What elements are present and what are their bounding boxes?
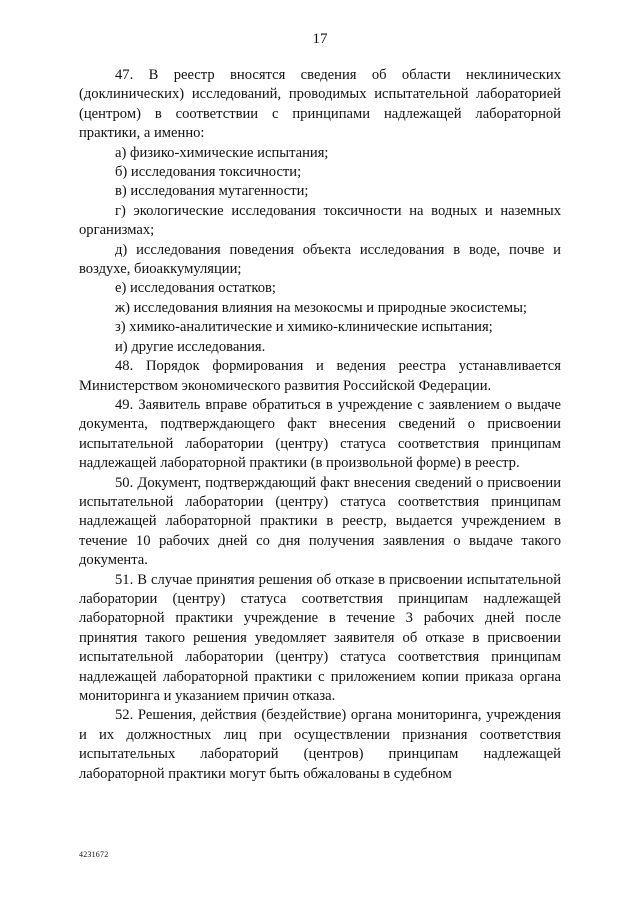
list-item-v: в) исследования мутагенности;: [115, 183, 309, 200]
paragraph-51: 51. В случае принятия решения об отказе в присвоении испытательной лаборатории (центру) статуса соответствия принципам надлежащей лабораторной практики учреждение в течение 3 рабочих дней после принятия такого решения уведомляет заявителя об отказе в присвоении испытательной лаборатории (центру) статуса соответствия принципам надлежащей лабораторной практики с приложением копии приказа органа мониторинга и указанием причин отказа.: [79, 571, 561, 704]
list-item-e: е) исследования остатков;: [115, 280, 276, 297]
list-item-z: з) химико-аналитические и химико-клинические испытания;: [115, 319, 493, 336]
list-item-i: и) другие исследования.: [115, 338, 266, 355]
document-body: [79, 66, 561, 784]
list-item-b: б) исследования токсичности;: [115, 164, 302, 181]
paragraph-47: 47. В реестр вносятся сведения об области неклинических (доклинических) исследований, проводимых испытательной лабораторией (центром) в соответствии с принципами надлежащей лабораторной практики, а именно:: [79, 67, 561, 142]
page-number: 17: [312, 31, 328, 47]
list-item-d: д) исследования поведения объекта исследования в воде, почве и воздухе, биоаккумуляции;: [79, 241, 561, 278]
paragraph-49: 49. Заявитель вправе обратиться в учреждение с заявлением о выдаче документа, подтверждающего факт внесения сведений о присвоении испытательной лаборатории (центру) статуса соответствия принципам надлежащей лабораторной практики (в произвольной форме) в реестр.: [79, 396, 561, 472]
paragraph-52: 52. Решения, действия (бездействие) органа мониторинга, учреждения и их должностных лиц при осуществлении признания соответствия испытательных лабораторий (центров) принципам надлежащей лабораторной практики могут быть обжалованы в судебном: [79, 707, 561, 782]
list-item-zh: ж) исследования влияния на мезокосмы и природные экосистемы;: [115, 299, 527, 316]
list-item-g: г) экологические исследования токсичности на водных и наземных организмах;: [79, 202, 561, 239]
paragraph-50: 50. Документ, подтверждающий факт внесения сведений о присвоении испытательной лаборатории (центру) статуса соответствия принципам надлежащей лабораторной практики в реестр, выдается учреждением в течение 10 рабочих дней со дня получения заявления о выдаче такого документа.: [79, 474, 561, 569]
paragraph-48: 48. Порядок формирования и ведения реестра устанавливается Министерством экономического развития Российской Федерации.: [79, 358, 561, 394]
list-item-a: а) физико-химические испытания;: [115, 144, 329, 161]
document-code: 4231672: [79, 850, 109, 859]
